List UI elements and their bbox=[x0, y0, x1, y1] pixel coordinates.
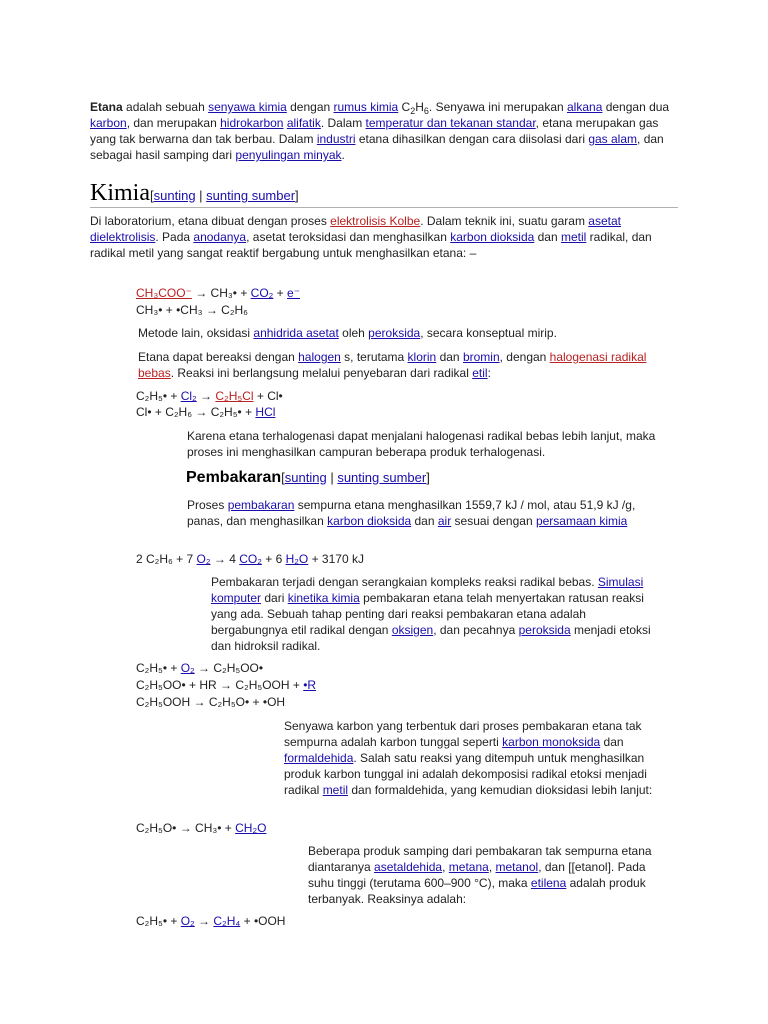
link-dielektrolisis[interactable]: dielektrolisis bbox=[90, 230, 156, 244]
equation-radical-2: C₂H₅OO• + HR → C₂H₅OOH + •R bbox=[136, 678, 317, 692]
edit-links: [sunting | sunting sumber] bbox=[150, 188, 299, 203]
link-peroksida[interactable]: peroksida bbox=[518, 623, 571, 637]
formula-c2h6: $C_2H_6$ bbox=[401, 100, 429, 116]
link-co2[interactable]: CO₂ bbox=[239, 552, 262, 566]
edit-source-link[interactable]: sunting sumber bbox=[206, 188, 296, 203]
link-karbon-monoksida[interactable]: karbon monoksida bbox=[502, 735, 601, 749]
link-asetat[interactable]: asetat bbox=[588, 214, 621, 228]
link-radical-r[interactable]: •R bbox=[303, 678, 317, 692]
pembakaran-paragraph-4: Beberapa produk samping dari pembakaran tak sempurna etana diantaranya asetaldehida, metana, metanol, dan [[etanol]. Pada suhu tinggi (terutama 600–900 °C), maka etilena adalah produk terbanyak. Reaksinya adalah: bbox=[308, 844, 652, 906]
link-alkana[interactable]: alkana bbox=[567, 100, 603, 114]
section-heading-kimia: Kimia[sunting | sunting sumber] bbox=[90, 178, 678, 208]
link-karbon-dioksida[interactable]: karbon dioksida bbox=[327, 514, 412, 528]
link-karbon[interactable]: karbon bbox=[90, 116, 127, 130]
link-elektron[interactable]: e⁻ bbox=[287, 286, 301, 300]
link-anhidrida-asetat[interactable]: anhidrida asetat bbox=[253, 326, 339, 340]
link-o2[interactable]: O₂ bbox=[196, 552, 211, 566]
link-asetaldehida[interactable]: asetaldehida bbox=[374, 860, 443, 874]
kimia-paragraph-1: Di laboratorium, etana dibuat dengan proses elektrolisis Kolbe. Dalam teknik ini, suatu garam asetat dielektrolisis. Pada anodanya, asetat teroksidasi dan menghasilkan karbon dioksida dan metil radikal, dan radikal metil yang sangat reaktif bergabung untuk menghasilkan etana: – bbox=[90, 214, 652, 260]
link-industri[interactable]: industri bbox=[316, 132, 356, 146]
link-c2h5cl[interactable]: C₂H₅Cl bbox=[215, 389, 254, 403]
link-air[interactable]: air bbox=[437, 514, 452, 528]
link-o2[interactable]: O₂ bbox=[180, 914, 195, 928]
link-karbon-dioksida[interactable]: karbon dioksida bbox=[450, 230, 535, 244]
link-simulasi-komputer[interactable]: Simulasi komputer bbox=[211, 575, 644, 605]
link-hidrokarbon[interactable]: hidrokarbon bbox=[220, 116, 284, 130]
link-peroksida[interactable]: peroksida bbox=[368, 326, 421, 340]
link-rumus-kimia[interactable]: rumus kimia bbox=[333, 100, 399, 114]
equation-methyl-coupling: CH₃• + •CH₃ → C₂H₆ bbox=[136, 303, 249, 317]
link-co2[interactable]: CO₂ bbox=[250, 286, 274, 300]
section-heading-pembakaran: Pembakaran[sunting | sunting sumber] bbox=[186, 469, 430, 486]
pembakaran-paragraph-3: Senyawa karbon yang terbentuk dari proses pembakaran etana tak sempurna adalah karbon tunggal seperti karbon monoksida dan formaldehida. Salah satu reaksi yang ditempuh untuk menghasilkan produk karbon tunggal ini adalah dekomposisi radikal etoksi menjadi radikal metil dan formaldehida, yang kemudian dioksidasi lebih lanjut: bbox=[284, 719, 653, 797]
link-halogen[interactable]: halogen bbox=[298, 350, 341, 364]
link-o2[interactable]: O₂ bbox=[180, 661, 195, 675]
link-penyulingan[interactable]: penyulingan minyak bbox=[235, 148, 342, 162]
link-anodanya[interactable]: anodanya bbox=[193, 230, 247, 244]
link-cl2[interactable]: Cl₂ bbox=[180, 389, 197, 403]
link-metil[interactable]: metil bbox=[561, 230, 587, 244]
link-bromin[interactable]: bromin bbox=[462, 350, 500, 364]
link-c2h4[interactable]: C₂H₄ bbox=[213, 914, 241, 928]
link-metanol[interactable]: metanol bbox=[495, 860, 539, 874]
link-metil[interactable]: metil bbox=[322, 783, 349, 797]
link-senyawa-kimia[interactable]: senyawa kimia bbox=[208, 100, 287, 114]
pembakaran-paragraph-1: Proses pembakaran sempurna etana menghasilkan 1559,7 kJ / mol, atau 51,9 kJ /g, panas, dan menghasilkan karbon dioksida dan air sesuai dengan persamaan kimia bbox=[187, 498, 636, 528]
link-hcl[interactable]: HCl bbox=[255, 405, 276, 419]
equation-chlorination-1: C₂H₅• + Cl₂ → C₂H₅Cl + Cl• bbox=[136, 389, 283, 403]
article-term: Etana bbox=[90, 100, 123, 114]
kimia-paragraph-2: Metode lain, oksidasi anhidrida asetat oleh peroksida, secara konseptual mirip. bbox=[138, 326, 557, 340]
link-formaldehida[interactable]: formaldehida bbox=[284, 751, 354, 765]
link-etilena[interactable]: etilena bbox=[530, 876, 567, 890]
equation-radical-3: C₂H₅OOH → C₂H₅O• + •OH bbox=[136, 695, 286, 709]
link-temperatur[interactable]: temperatur dan tekanan standar bbox=[365, 116, 536, 130]
equation-radical-1: C₂H₅• + O₂ → C₂H₅OO• bbox=[136, 661, 264, 675]
kimia-paragraph-3: Etana dapat bereaksi dengan halogen s, terutama klorin dan bromin, dengan halogenasi radikal bebas. Reaksi ini berlangsung melalui penyebaran dari radikal etil: bbox=[138, 350, 647, 380]
intro-paragraph: Etana adalah sebuah senyawa kimia dengan rumus kimia $C_2H_6$. Senyawa ini merupakan alkana dengan dua karbon, dan merupakan hidrokarbon alifatik. Dalam temperatur dan tekanan standar, etana merupakan gas yang tak berwarna dan tak berbau. Dalam industri etana dihasilkan dengan cara diisolasi dari gas alam, dan sebagai hasil samping dari penyulingan minyak. bbox=[90, 100, 670, 162]
equation-kolbe: CH₃COO⁻ → CH₃• + CO₂ + e⁻ bbox=[136, 286, 301, 300]
link-halogenasi-radikal[interactable]: halogenasi radikal bebas bbox=[138, 350, 647, 380]
edit-source-link[interactable]: sunting sumber bbox=[337, 470, 427, 485]
link-alifatik[interactable]: alifatik bbox=[286, 116, 321, 130]
link-h2o[interactable]: H₂O bbox=[285, 552, 309, 566]
link-metana[interactable]: metana bbox=[448, 860, 489, 874]
link-ch2o[interactable]: CH₂O bbox=[235, 821, 267, 835]
link-oksigen[interactable]: oksigen bbox=[391, 623, 434, 637]
link-elektrolisis-kolbe[interactable]: elektrolisis Kolbe bbox=[330, 214, 421, 228]
link-gas-alam[interactable]: gas alam bbox=[588, 132, 638, 146]
equation-chlorination-2: Cl• + C₂H₆ → C₂H₅• + HCl bbox=[136, 405, 276, 419]
pembakaran-paragraph-2: Pembakaran terjadi dengan serangkaian kompleks reaksi radikal bebas. Simulasi komputer dari kinetika kimia pembakaran etana telah menyertakan ratusan reaksi yang ada. Sebuah tahap penting dari reaksi pembakaran etana adalah bergabungnya etil radikal dengan oksigen, dan pecahnya peroksida menjadi etoksi dan hidroksil radikal. bbox=[211, 575, 651, 653]
link-pembakaran[interactable]: pembakaran bbox=[227, 498, 295, 512]
equation-decomposition: C₂H₅O• → CH₃• + CH₂O bbox=[136, 821, 267, 835]
link-kinetika-kimia[interactable]: kinetika kimia bbox=[287, 591, 360, 605]
equation-ethylene: C₂H₅• + O₂ → C₂H₄ + •OOH bbox=[136, 914, 286, 928]
edit-links: [sunting | sunting sumber] bbox=[281, 470, 430, 485]
link-persamaan-kimia[interactable]: persamaan kimia bbox=[535, 514, 628, 528]
kimia-paragraph-4: Karena etana terhalogenasi dapat menjalani halogenasi radikal bebas lebih lanjut, maka proses ini menghasilkan campuran beberapa produk terhalogenasi. bbox=[187, 429, 656, 459]
link-etil[interactable]: etil bbox=[472, 366, 488, 380]
link-klorin[interactable]: klorin bbox=[407, 350, 437, 364]
equation-combustion: 2 C₂H₆ + 7 O₂ → 4 CO₂ + 6 H₂O + 3170 kJ bbox=[136, 552, 364, 566]
edit-link[interactable]: sunting bbox=[284, 470, 327, 485]
edit-link[interactable]: sunting bbox=[153, 188, 196, 203]
link-ch3coo[interactable]: CH₃COO⁻ bbox=[136, 286, 192, 300]
